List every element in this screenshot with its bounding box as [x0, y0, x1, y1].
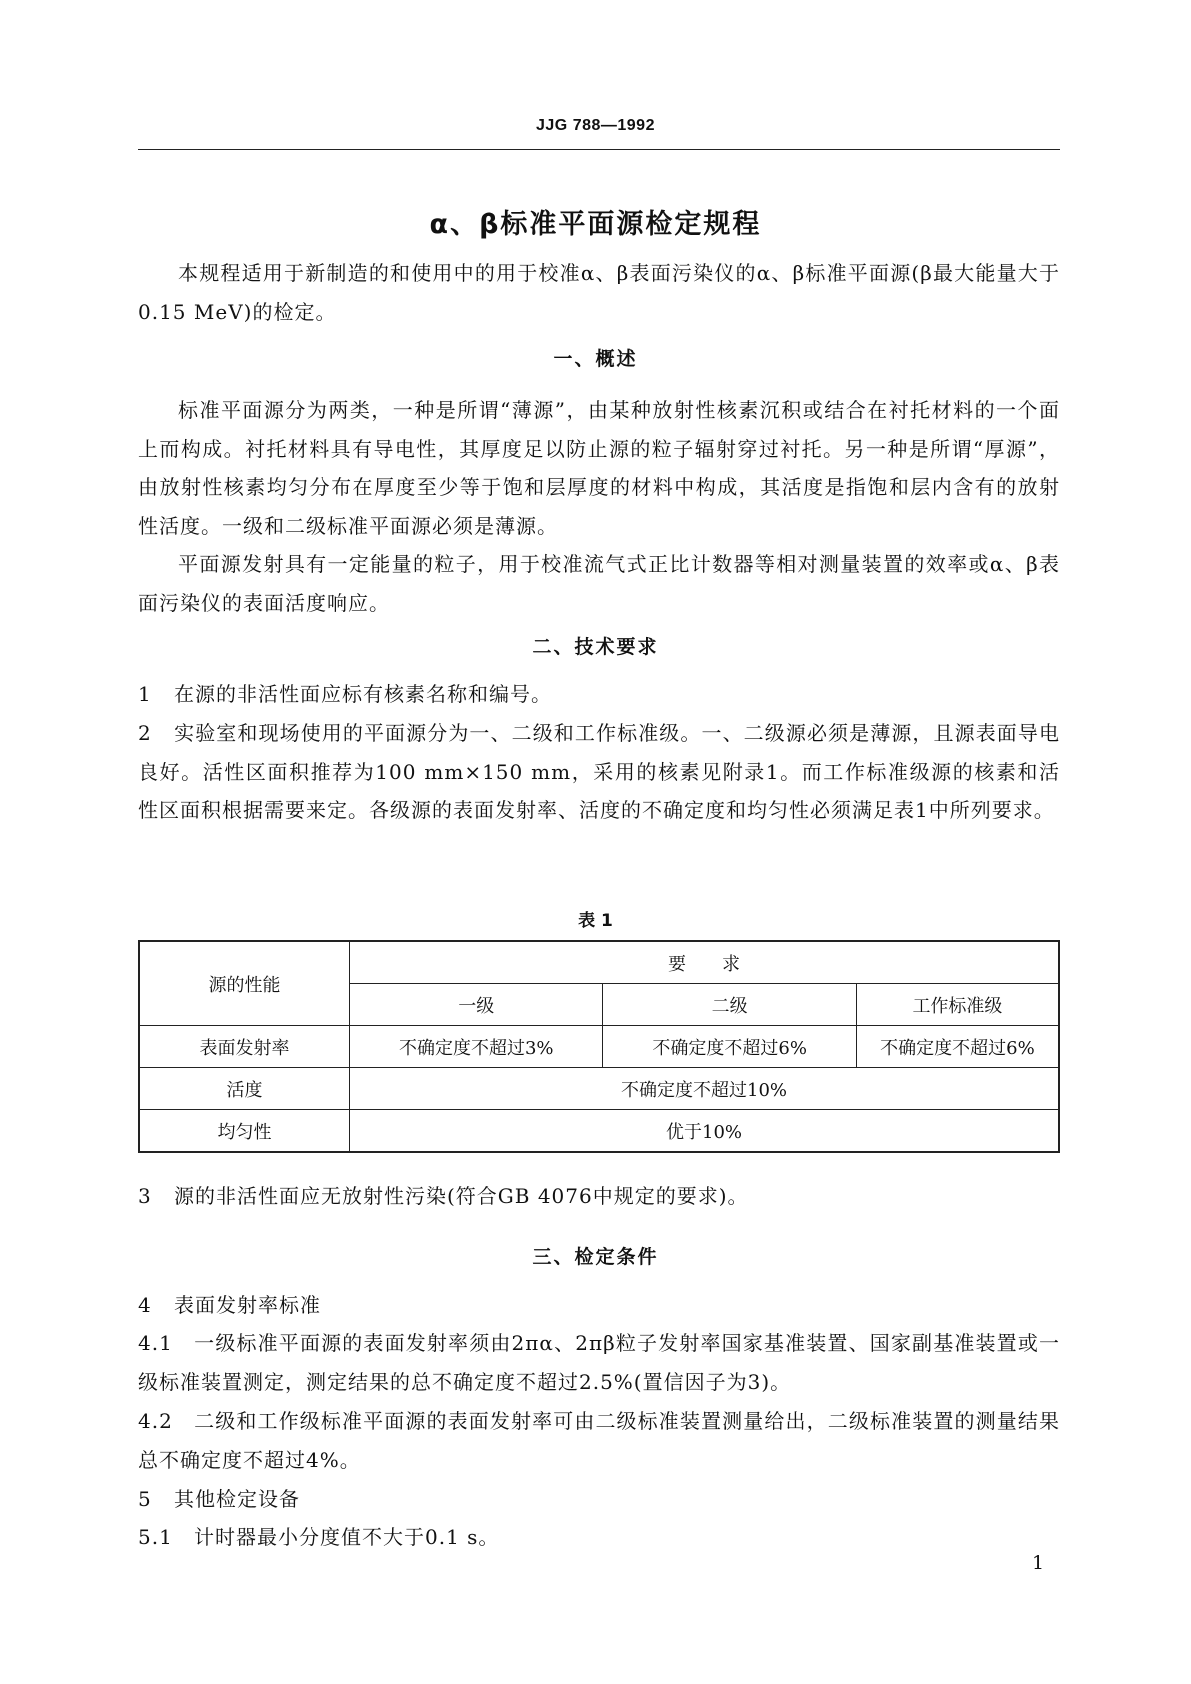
table-caption: 表 1: [578, 911, 613, 931]
item-number: 2: [138, 721, 152, 745]
header-cell-property: 源的性能: [139, 941, 350, 1026]
item-number: 4: [138, 1293, 152, 1317]
item-number: 5: [138, 1487, 152, 1511]
item-text: 二级和工作级标准平面源的表面发射率可由二级标准装置测量给出，二级标准装置的测量结果总不确定度不超过4%。: [138, 1409, 1060, 1472]
table-cell: 不确定度不超过10%: [350, 1068, 1059, 1110]
item-text: 表面发射率标准: [174, 1293, 321, 1317]
intro-paragraph: 本规程适用于新制造的和使用中的用于校准α、β表面污染仪的α、β标准平面源(β最大能量大于0.15 MeV)的检定。: [138, 261, 1060, 324]
section-heading-technical-requirements: 二、技术要求: [532, 636, 659, 658]
header-cell-grade-1: 一级: [350, 984, 603, 1026]
table-header-row: [139, 941, 1059, 984]
section-heading-verification-conditions: 三、检定条件: [532, 1246, 659, 1268]
item-2: [138, 714, 1060, 830]
item-4: [138, 1286, 1060, 1325]
item-text: 在源的非活性面应标有核素名称和编号。: [174, 682, 552, 706]
page-number: 1: [1032, 1552, 1045, 1574]
table-row: [139, 1068, 1059, 1110]
item-4-1: [138, 1324, 1060, 1401]
table-row: [139, 1110, 1059, 1153]
item-text: 源的非活性面应无放射性污染(符合GB 4076中规定的要求)。: [174, 1184, 749, 1208]
requirements-table: [138, 940, 1060, 1153]
header-cell-requirement: 要 求: [350, 941, 1059, 984]
document-title: α、β标准平面源检定规程: [429, 209, 762, 240]
item-5: [138, 1480, 1060, 1519]
table-row: [139, 1026, 1059, 1068]
item-number: 3: [138, 1184, 152, 1208]
item-3: [138, 1177, 1060, 1216]
table-cell: 优于10%: [350, 1110, 1059, 1153]
item-number: 4.1: [138, 1331, 173, 1355]
item-text: 实验室和现场使用的平面源分为一、二级和工作标准级。一、二级源必须是薄源，且源表面导电良好。活性区面积推荐为100 mm×150 mm，采用的核素见附录1。而工作标准级源的核素和活性区面积根据需要来定。各级源的表面发射率、活度的不确定度和均匀性必须满足表1中所列要求。: [138, 721, 1060, 822]
item-1: [138, 675, 1060, 714]
standard-code-header: JJG 788—1992: [536, 117, 655, 134]
overview-paragraph-2: 平面源发射具有一定能量的粒子，用于校准流气式正比计数器等相对测量装置的效率或α、β表面污染仪的表面活度响应。: [138, 552, 1060, 615]
item-number: 5.1: [138, 1525, 173, 1549]
header-cell-grade-working: 工作标准级: [856, 984, 1059, 1026]
row-label: 活度: [139, 1068, 350, 1110]
overview-paragraph-1: 标准平面源分为两类，一种是所谓“薄源”，由某种放射性核素沉积或结合在衬托材料的一个面上而构成。衬托材料具有导电性，其厚度足以防止源的粒子辐射穿过衬托。另一种是所谓“厚源”，由放射性核素均匀分布在厚度至少等于饱和层厚度的材料中构成，其活度是指饱和层内含有的放射性活度。一级和二级标准平面源必须是薄源。: [138, 398, 1060, 538]
row-label: 均匀性: [139, 1110, 350, 1153]
section-heading-overview: 一、概述: [553, 348, 638, 370]
item-text: 一级标准平面源的表面发射率须由2πα、2πβ粒子发射率国家基准装置、国家副基准装置或一级标准装置测定，测定结果的总不确定度不超过2.5%(置信因子为3)。: [138, 1331, 1060, 1394]
item-number: 4.2: [138, 1409, 173, 1433]
table-cell: 不确定度不超过3%: [350, 1026, 603, 1068]
header-divider: [138, 149, 1060, 150]
item-text: 其他检定设备: [174, 1487, 300, 1511]
item-text: 计时器最小分度值不大于0.1 s。: [194, 1525, 500, 1549]
item-4-2: [138, 1402, 1060, 1479]
item-5-1: [138, 1518, 1060, 1557]
row-label: 表面发射率: [139, 1026, 350, 1068]
table-cell: 不确定度不超过6%: [603, 1026, 856, 1068]
item-number: 1: [138, 682, 152, 706]
header-cell-grade-2: 二级: [603, 984, 856, 1026]
table-cell: 不确定度不超过6%: [856, 1026, 1059, 1068]
